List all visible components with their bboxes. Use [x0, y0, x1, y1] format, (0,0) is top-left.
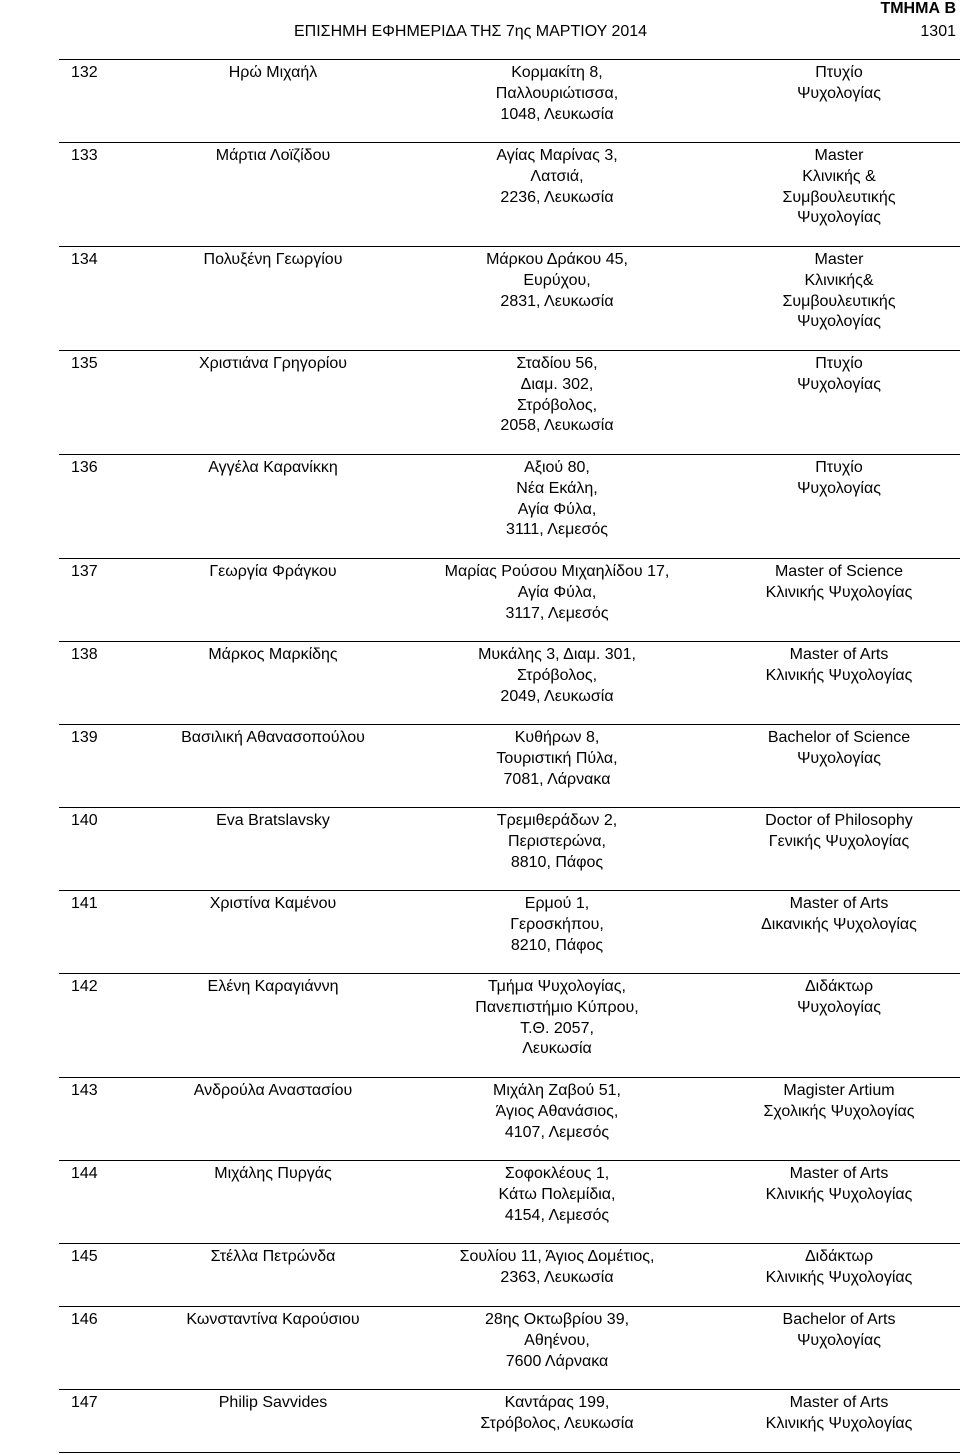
person-name: Χριστιάνα Γρηγορίου: [198, 355, 348, 372]
qualification: Πτυχίο Ψυχολογίας: [797, 459, 881, 497]
table-row: [59, 559, 960, 642]
address: Κυθήρων 8, Τουριστική Πύλα, 7081, Λάρνακα: [496, 729, 618, 788]
qualification: Master of Arts Κλινικής Ψυχολογίας: [765, 646, 913, 684]
person-name: Κωνσταντίνα Καρούσιου: [186, 1311, 360, 1328]
address: Ερμού 1, Γεροσκήπου, 8210, Πάφος: [510, 895, 604, 954]
person-name: Ανδρούλα Αναστασίου: [193, 1082, 353, 1099]
table-row: [59, 1307, 960, 1390]
row-number: 144: [71, 1165, 98, 1182]
qualification: Διδάκτωρ Κλινικής Ψυχολογίας: [765, 1248, 913, 1286]
table-row: [59, 808, 960, 891]
table-row: [59, 1244, 960, 1307]
person-name: Eva Bratslavsky: [216, 812, 330, 829]
address: Σταδίου 56, Διαμ. 302, Στρόβολος, 2058, Λευκωσία: [500, 355, 614, 435]
person-name: Ελένη Καραγιάννη: [207, 978, 339, 995]
row-number: 146: [71, 1311, 98, 1328]
address: Μάρκου Δράκου 45, Ευρύχου, 2831, Λευκωσία: [486, 251, 628, 310]
row-number: 143: [71, 1082, 98, 1099]
address: Σουλίου 11, Άγιος Δομέτιος, 2363, Λευκωσία: [459, 1248, 655, 1286]
person-name: Χριστίνα Καμένου: [209, 895, 337, 912]
qualification: Bachelor of Science Ψυχολογίας: [767, 729, 911, 767]
row-number: 136: [71, 459, 98, 476]
table-row: [59, 642, 960, 725]
person-name: Αγγέλα Καρανίκκη: [208, 459, 338, 476]
qualification: Bachelor of Arts Ψυχολογίας: [782, 1311, 896, 1349]
qualification: Master of Arts Δικανικής Ψυχολογίας: [761, 895, 917, 933]
qualification: Διδάκτωρ Ψυχολογίας: [797, 978, 881, 1016]
address: Αγίας Μαρίνας 3, Λατσιά, 2236, Λευκωσία: [496, 147, 618, 206]
address: Τμήμα Ψυχολογίας, Πανεπιστήμιο Κύπρου, Τ.Θ. 2057, Λευκωσία: [475, 978, 639, 1058]
address: 28ης Οκτωβρίου 39, Αθηένου, 7600 Λάρνακα: [484, 1311, 630, 1370]
person-name: Μάρκος Μαρκίδης: [208, 646, 338, 663]
person-name: Γεωργία Φράγκου: [209, 563, 337, 580]
address: Αξιού 80, Νέα Εκάλη, Αγία Φύλα, 3111, Λεμεσός: [506, 459, 608, 539]
person-name: Στέλλα Πετρώνδα: [210, 1248, 336, 1265]
row-number: 137: [71, 563, 98, 580]
row-number: 141: [71, 895, 98, 912]
row-number: 138: [71, 646, 98, 663]
qualification: Master Κλινικής& Συμβουλευτικής Ψυχολογίας: [782, 251, 896, 331]
row-number: 139: [71, 729, 98, 746]
person-name: Βασιλική Αθανασοπούλου: [181, 729, 365, 746]
qualification: Πτυχίο Ψυχολογίας: [797, 64, 881, 102]
address: Κορμακίτη 8, Παλλουριώτισσα, 1048, Λευκωσία: [495, 64, 619, 123]
row-number: 140: [71, 812, 98, 829]
address: Σοφοκλέους 1, Κάτω Πολεμίδια, 4154, Λεμεσός: [498, 1165, 616, 1224]
row-number: 135: [71, 355, 98, 372]
row-number: 142: [71, 978, 98, 995]
row-number: 133: [71, 147, 98, 164]
table-row: [59, 1390, 960, 1453]
table-row: [59, 725, 960, 808]
gazette-title: ΕΠΙΣΗΜΗ ΕΦΗΜΕΡΙΔΑ ΤΗΣ 7ης ΜΑΡΤΙΟΥ 2014: [294, 23, 648, 40]
table-row: [59, 974, 960, 1078]
address: Μαρίας Ρούσου Μιχαηλίδου 17, Αγία Φύλα, 3117, Λεμεσός: [444, 563, 670, 622]
section-tag: ΤΜΗΜΑ Β: [880, 0, 956, 17]
row-number: 147: [71, 1394, 98, 1411]
table-row: [59, 247, 960, 351]
address: Τρεμιθεράδων 2, Περιστερώνα, 8810, Πάφος: [496, 812, 618, 871]
address: Μιχάλη Ζαβού 51, Άγιος Αθανάσιος, 4107, Λεμεσός: [492, 1082, 621, 1141]
table-row: [59, 143, 960, 247]
row-number: 145: [71, 1248, 98, 1265]
row-number: 132: [71, 64, 98, 81]
page-number: 1301: [920, 23, 956, 40]
table-row: [59, 455, 960, 559]
qualification: Master of Arts Κλινικής Ψυχολογίας: [765, 1394, 913, 1432]
qualification: Master of Science Κλινικής Ψυχολογίας: [765, 563, 913, 601]
qualification: Doctor of Philosophy Γενικής Ψυχολογίας: [765, 812, 913, 850]
table-row: [59, 891, 960, 974]
row-number: 134: [71, 251, 98, 268]
qualification: Πτυχίο Ψυχολογίας: [797, 355, 881, 393]
registry-body: [59, 60, 960, 1453]
person-name: Μάρτια Λοϊζίδου: [215, 147, 331, 164]
qualification: Master Κλινικής & Συμβουλευτικής Ψυχολογίας: [782, 147, 896, 227]
table-row: [59, 1078, 960, 1161]
table-row: [59, 351, 960, 455]
qualification: Master of Arts Κλινικής Ψυχολογίας: [765, 1165, 913, 1203]
person-name: Ηρώ Μιχαήλ: [228, 64, 318, 81]
table-row: [59, 60, 960, 143]
address: Μυκάλης 3, Διαμ. 301, Στρόβολος, 2049, Λευκωσία: [478, 646, 636, 705]
table-row: [59, 1161, 960, 1244]
qualification: Magister Artium Σχολικής Ψυχολογίας: [763, 1082, 915, 1120]
person-name: Πολυξένη Γεωργίου: [203, 251, 343, 268]
registry-table: [59, 59, 960, 1453]
person-name: Philip Savvides: [218, 1394, 328, 1411]
address: Καντάρας 199, Στρόβολος, Λευκωσία: [480, 1394, 634, 1432]
person-name: Μιχάλης Πυργάς: [214, 1165, 332, 1182]
